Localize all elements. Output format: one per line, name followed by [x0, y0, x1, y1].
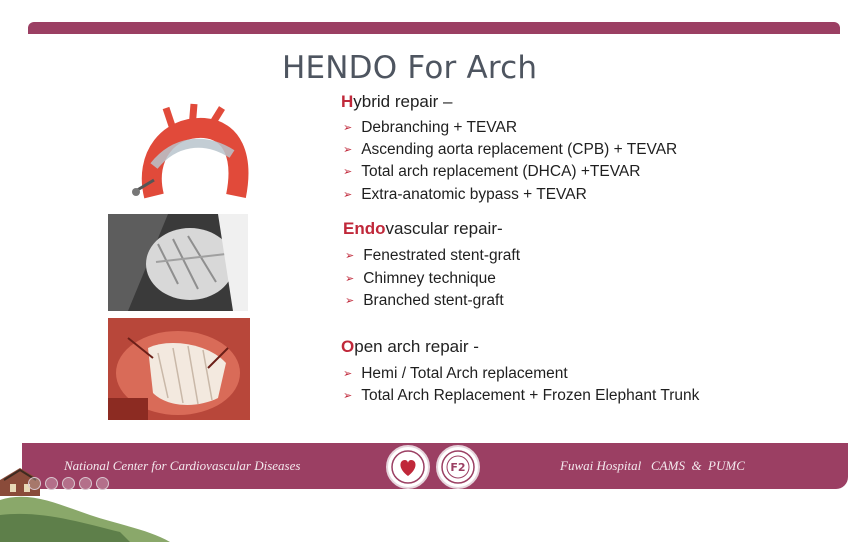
slide-title: HENDO For Arch — [282, 50, 538, 86]
arrow-bullet-icon: ➢ — [345, 273, 355, 285]
arrow-bullet-icon: ➢ — [343, 122, 353, 134]
arrow-bullet-icon: ➢ — [345, 250, 355, 262]
footer-left-text: National Center for Cardiovascular Diseases — [64, 458, 301, 473]
top-banner — [28, 22, 840, 34]
list-item-text: Branched stent-graft — [363, 292, 504, 309]
aortic-arch-diagram-image — [114, 96, 254, 208]
hospital-logo-left — [386, 445, 430, 489]
list-item-text: Chimney technique — [363, 270, 496, 287]
seal-logo-icon — [438, 447, 478, 487]
presentation-toolbar — [28, 477, 109, 490]
landscape-decoration — [0, 460, 170, 542]
play-icon[interactable] — [28, 477, 41, 490]
hospital-logo-right — [436, 445, 480, 489]
list-item-text: Extra-anatomic bypass + TEVAR — [361, 186, 587, 203]
arrow-bullet-icon: ➢ — [345, 295, 355, 307]
section-heading-endovascular — [343, 219, 503, 239]
section-heading-hybrid — [341, 92, 453, 112]
arrow-bullet-icon: ➢ — [343, 166, 353, 178]
section-heading-accent: O — [341, 337, 355, 356]
section-heading-rest: ybrid repair – — [353, 92, 453, 111]
section-heading-accent: H — [341, 92, 354, 111]
section-heading-rest: vascular repair- — [385, 219, 503, 238]
arrow-bullet-icon: ➢ — [343, 144, 353, 156]
list-item — [343, 119, 517, 137]
arrow-bullet-icon: ➢ — [343, 189, 353, 201]
list-item — [345, 247, 520, 265]
heart-logo-icon — [388, 447, 428, 487]
stent-graft-photo-image — [108, 214, 248, 311]
list-item — [345, 270, 496, 288]
pen-icon[interactable] — [45, 477, 58, 490]
list-item — [343, 186, 587, 204]
footer-right-text: Fuwai Hospital CAMS & PUMC — [560, 458, 745, 473]
more-icon[interactable] — [96, 477, 109, 490]
list-item-text: Debranching + TEVAR — [361, 119, 518, 136]
list-item-text: Total Arch Replacement + Frozen Elephant Trunk — [361, 387, 700, 404]
section-heading-open-arch — [341, 337, 479, 357]
arrow-bullet-icon: ➢ — [343, 390, 353, 402]
seal-logo-text: F2 — [450, 461, 466, 474]
list-item-text: Hemi / Total Arch replacement — [361, 365, 568, 382]
grid-icon[interactable] — [62, 477, 75, 490]
list-item-text: Fenestrated stent-graft — [363, 247, 521, 264]
list-item — [345, 292, 504, 310]
section-heading-accent: Endo — [343, 219, 386, 238]
list-item-text: Total arch replacement (DHCA) +TEVAR — [361, 163, 641, 180]
list-item — [343, 365, 568, 383]
arrow-bullet-icon: ➢ — [343, 368, 353, 380]
list-item — [343, 387, 699, 405]
list-item-text: Ascending aorta replacement (CPB) + TEVAR — [361, 141, 678, 158]
list-item — [343, 141, 677, 159]
section-heading-rest: pen arch repair - — [354, 337, 479, 356]
surgical-photo-image — [108, 318, 250, 420]
zoom-icon[interactable] — [79, 477, 92, 490]
list-item — [343, 163, 640, 181]
